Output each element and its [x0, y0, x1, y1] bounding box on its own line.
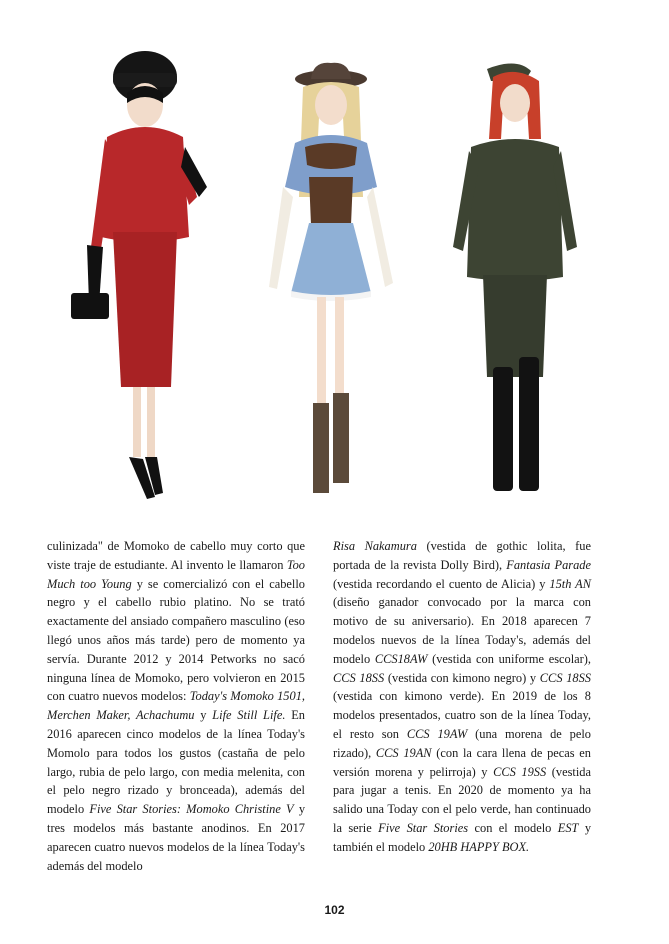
right-paragraph [333, 537, 591, 857]
three-dolls-illustration [47, 47, 621, 513]
text-run: (vestida de gothic lolita, fue portada de la revista Dolly Bird), [333, 539, 591, 572]
italic-title-run: CCS 19AN [375, 745, 432, 760]
italic-title-run: CCS 18SS [539, 670, 591, 685]
italic-title-run: 20HB HAPPY BOX. [428, 839, 530, 854]
text-run: culinizada" de Momoko de cabello muy corto que viste traje de estudiante. Al invento le llamaron [47, 539, 305, 572]
italic-title-run: Risa Nakamura [333, 539, 417, 553]
italic-title-run: Today's Momoko 1501, Merchen Maker, Achachumu [47, 689, 305, 723]
italic-title-run: Life Still Life. [212, 708, 286, 723]
text-run: (vestida con kimono verde). En 2019 de los 8 modelos presentados, cuatro son de la línea Today, el resto son [333, 689, 591, 741]
italic-title-run: Five Star Stories [378, 820, 469, 835]
italic-title-run: CCS 18SS [333, 670, 385, 685]
text-run: En 2016 aparecen cinco modelos de la línea Today's Momolo para todos los gustos (castaña de pelo largo, rubia de pelo largo, con media melenita, con el pelo negro rizado y bronceada), además del modelo [47, 708, 305, 817]
text-run: y también el modelo [333, 820, 592, 854]
text-run: y se comercializó con el cabello negro y el cabello rubio platino. No se trató exactamente del ansiado compañero masculino (eso llegó unos años más tarde) pero de momento ya servía. Durante 2012 y 2014 Petworks no sacó ninguna línea de Momoko, pero volvieron en 2015 con cuatro nuevos modelos: [47, 576, 305, 704]
italic-title-run: EST [557, 820, 579, 835]
text-column-left [47, 537, 305, 875]
text-run: (diseño ganador convocado por la marca con motivo de su aniversario). En 2018 aparecen 7 modelos nuevos de la línea Today's, además del modelo [333, 595, 591, 666]
italic-title-run: Five Star Stories: Momoko Christine V [89, 802, 294, 817]
italic-title-run: Fantasia Parade [506, 557, 591, 572]
doll-photo [47, 47, 621, 513]
italic-title-run: 15th AN [549, 576, 591, 591]
left-paragraph [47, 537, 305, 875]
italic-title-run: CCS 19AW [406, 726, 468, 741]
text-run: y [194, 708, 213, 723]
text-run: (con la cara llena de pecas en versión morena y pelirroja) y [333, 745, 592, 779]
text-run: (vestida con uniforme escolar), [427, 651, 591, 666]
doll-red-suit [71, 51, 207, 499]
italic-title-run: Too Much too Young [47, 557, 305, 591]
text-run: (vestida para jugar a tenis. En 2020 de momento ya ha salido una Today con el pelo verde, han continuado la serie [333, 764, 592, 835]
italic-title-run: CCS18AW [374, 651, 428, 666]
text-run: y tres modelos más bastante anodinos. En 2017 aparecen cuatro nuevos modelos de la línea Today's además del modelo [47, 802, 306, 873]
text-column-right [333, 537, 591, 857]
italic-title-run: CCS 19SS [493, 764, 547, 779]
page-number: 102 [324, 903, 345, 917]
text-run: (una morena de pelo rizado), [333, 726, 591, 760]
text-run: con el modelo [468, 820, 558, 835]
text-run: (vestida con kimono negro) y [384, 670, 540, 685]
doll-military [453, 63, 577, 491]
text-run: (vestida recordando el cuento de Alicia) y [333, 576, 550, 591]
doll-cowgirl [269, 63, 393, 493]
